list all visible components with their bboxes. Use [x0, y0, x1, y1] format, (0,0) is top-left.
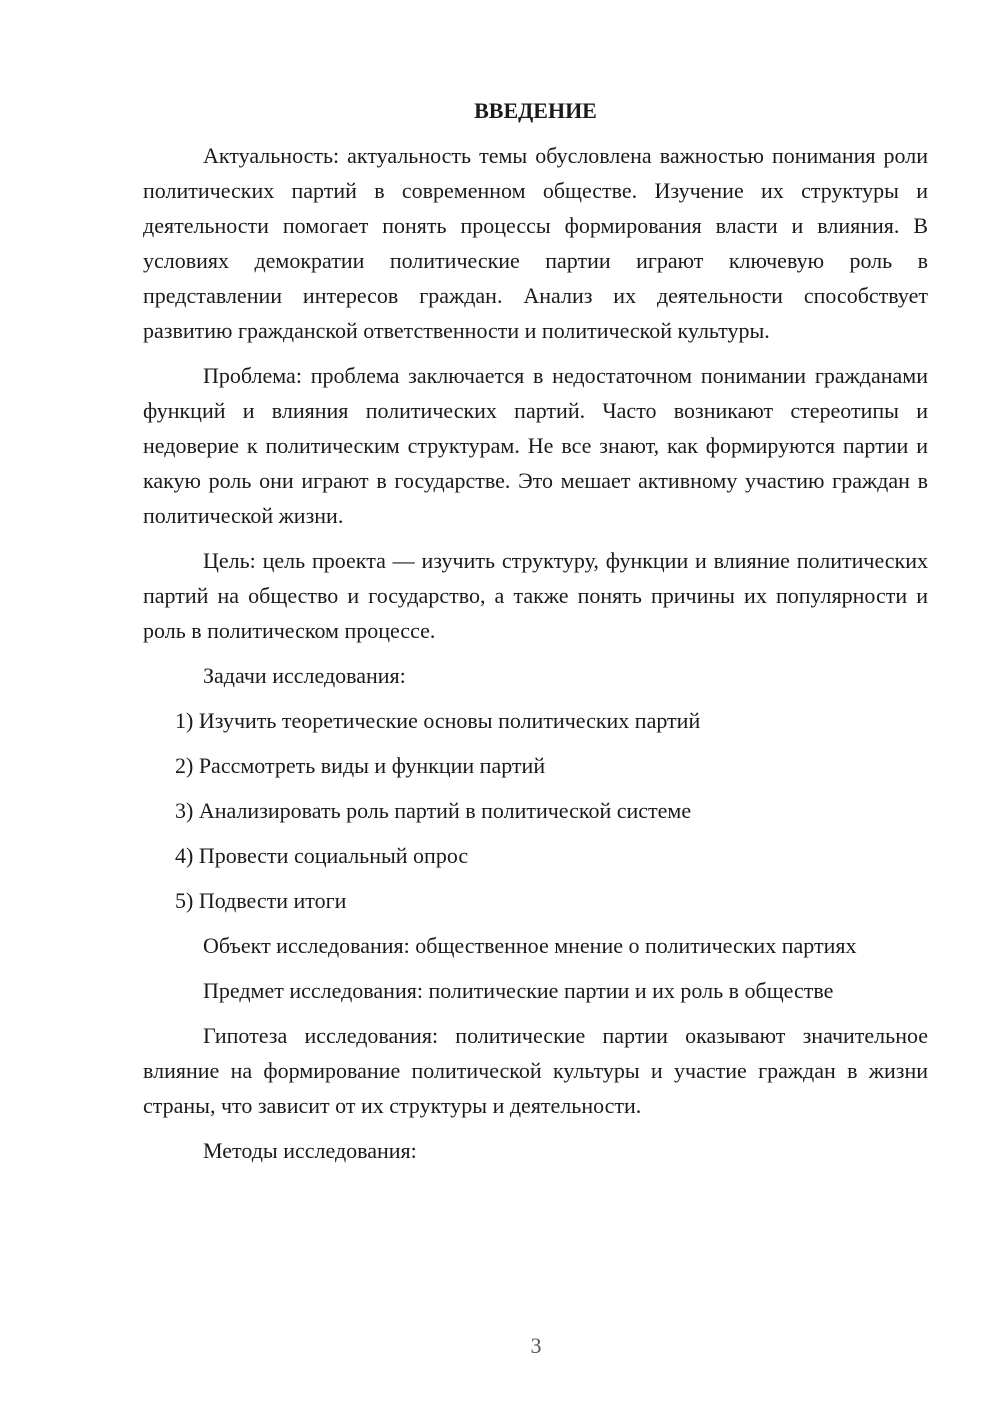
document-title: ВВЕДЕНИЕ: [474, 98, 597, 123]
list-item: 1) Изучить теоретические основы политических партий: [175, 708, 701, 733]
list-item: 3) Анализировать роль партий в политической системе: [175, 798, 692, 823]
page-number: 3: [530, 1333, 542, 1358]
paragraph-relevance: Актуальность: актуальность темы обусловлена важностью понимания роли политических партий в современном обществе. Изучение их структуры и деятельности помогает понять процессы формирования власти и влияния. В условиях демократии политические партии играют ключевую роль в представлении интересов граждан. Анализ их деятельности способствует развитию гражданской ответственности и политической культуры.: [143, 143, 928, 343]
paragraph-problem: Проблема: проблема заключается в недостаточном понимании гражданами функций и влияния политических партий. Часто возникают стереотипы и недоверие к политическим структурам. Не все знают, как формируются партии и какую роль они играют в государстве. Это мешает активному участию граждан в политической жизни.: [143, 363, 928, 528]
tasks-list: [143, 703, 928, 918]
paragraph-object: Объект исследования: общественное мнение о политических партиях: [203, 933, 857, 958]
list-item: 2) Рассмотреть виды и функции партий: [175, 753, 546, 778]
paragraph-hypothesis: Гипотеза исследования: политические партии оказывают значительное влияние на формирование политической культуры и участие граждан в жизни страны, что зависит от их структуры и деятельности.: [143, 1023, 928, 1118]
tasks-heading: Задачи исследования:: [203, 663, 406, 688]
paragraph-goal: Цель: цель проекта — изучить структуру, функции и влияние политических партий на общество и государство, а также понять причины их популярности и роль в политическом процессе.: [143, 548, 928, 643]
methods-heading: Методы исследования:: [203, 1138, 417, 1163]
list-item: 4) Провести социальный опрос: [175, 843, 469, 868]
list-item: 5) Подвести итоги: [175, 888, 347, 913]
paragraph-subject: Предмет исследования: политические партии и их роль в обществе: [203, 978, 834, 1003]
document-page: [143, 93, 928, 1168]
